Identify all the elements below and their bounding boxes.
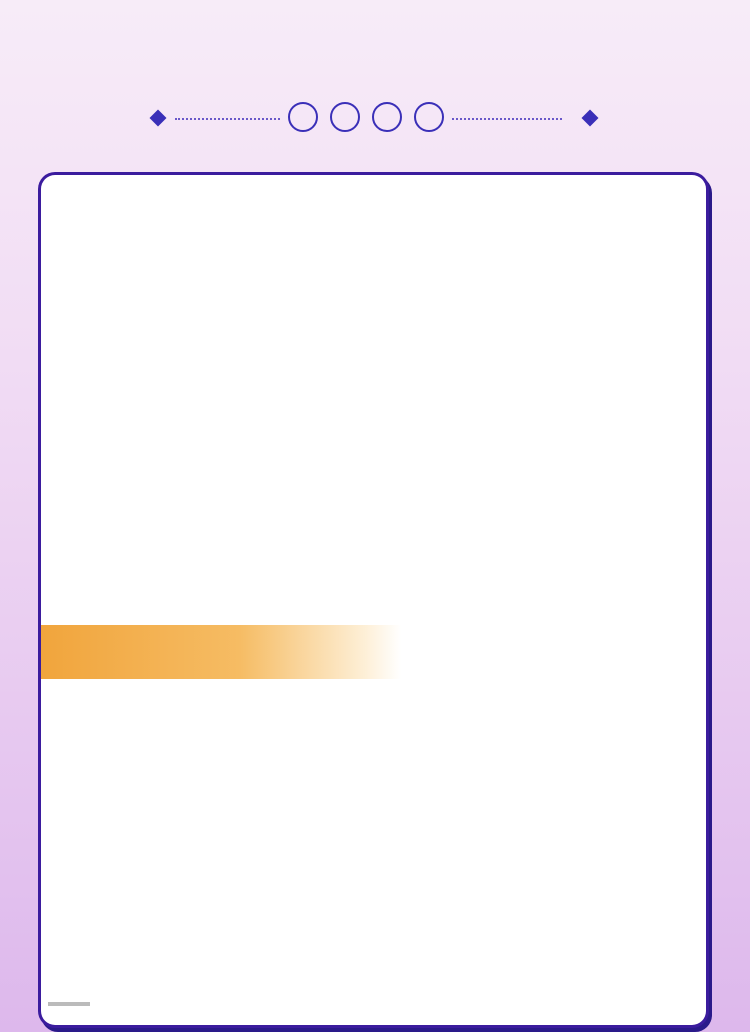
dotted-line-right xyxy=(452,118,562,120)
dotted-line-left xyxy=(175,118,280,120)
subtitle-char-2 xyxy=(330,102,360,132)
subtitle-char-3 xyxy=(372,102,402,132)
diamond-left-icon xyxy=(150,110,167,127)
page-bar xyxy=(48,1002,90,1006)
content-card xyxy=(41,175,706,1025)
diamond-right-icon xyxy=(582,110,599,127)
left-column xyxy=(91,277,391,291)
subtitle-row xyxy=(0,100,750,140)
promo-banner xyxy=(41,625,401,679)
subtitle-char-1 xyxy=(288,102,318,132)
subtitle-char-4 xyxy=(414,102,444,132)
